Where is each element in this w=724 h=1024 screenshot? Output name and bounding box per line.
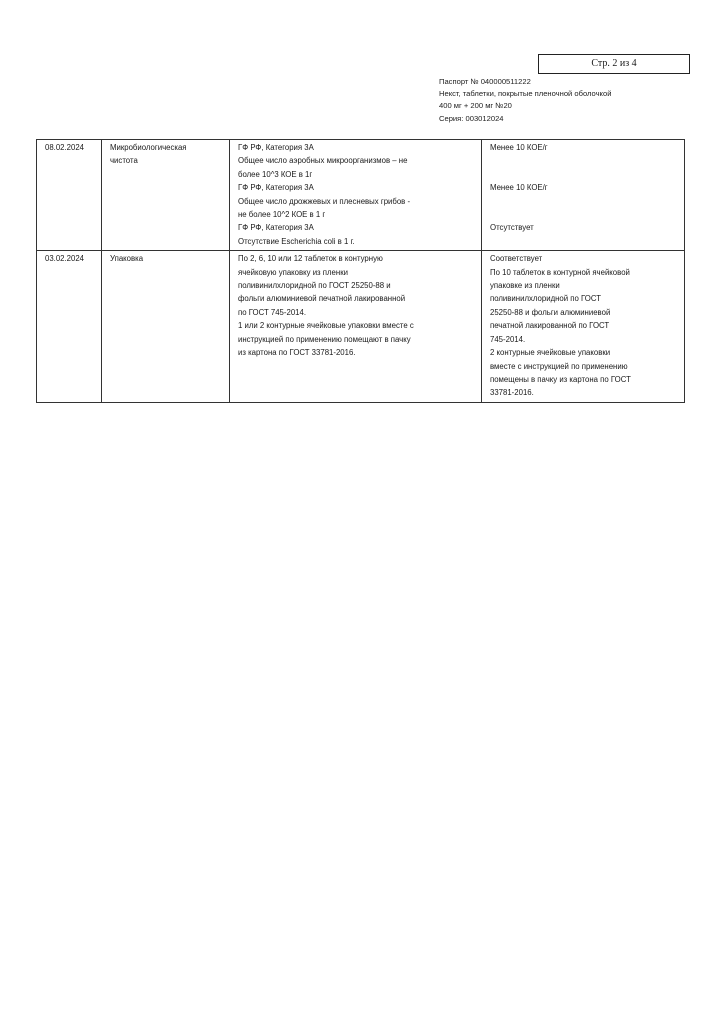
- product-name: Некст, таблетки, покрытые пленочной оболочкой: [439, 89, 612, 99]
- test-name-line: чистота: [110, 156, 138, 166]
- norm-line: ячейковую упаковку из пленки: [238, 267, 348, 277]
- result-line: По 10 таблеток в контурной ячейковой: [490, 267, 630, 277]
- page-number-box: [538, 54, 690, 74]
- norm-cell: [230, 251, 482, 402]
- result-line: помещены в пачку из картона по ГОСТ: [490, 374, 631, 384]
- norm-line: ГФ РФ, Категория 3А: [238, 143, 314, 152]
- passport-header: [439, 76, 611, 125]
- result-line: печатной лакированной по ГОСТ: [490, 321, 610, 331]
- result-line: упаковке из пленки: [490, 281, 560, 291]
- result-line: 33781-2016.: [490, 388, 534, 398]
- norm-line: Общее число аэробных микроорганизмов – не: [238, 156, 408, 166]
- result-line: 2 контурные ячейковые упаковки: [490, 348, 611, 358]
- norm-line: Общее число дрожжевых и плесневых грибов -: [238, 196, 411, 206]
- norm-line: ГФ РФ, Категория 3А: [238, 223, 314, 233]
- result-line: Менее 10 КОЕ/г: [490, 183, 548, 193]
- norm-line: Отсутствие Escherichia coli в 1 г.: [238, 236, 355, 246]
- result-line: Отсутствует: [490, 223, 534, 233]
- test-results-table: [36, 139, 685, 403]
- result-cell: [482, 251, 685, 402]
- table-row: [37, 140, 685, 251]
- result-line: Менее 10 КОЕ/г: [490, 143, 548, 152]
- norm-line: ГФ РФ, Категория 3А: [238, 183, 314, 193]
- norm-line: 1 или 2 контурные ячейковые упаковки вместе с: [238, 321, 414, 331]
- result-line: 745-2014.: [490, 334, 526, 344]
- product-dosage: 400 мг + 200 мг №20: [439, 101, 512, 111]
- result-line: Соответствует: [490, 254, 543, 264]
- test-date: 03.02.2024: [45, 254, 85, 264]
- norm-line: фольги алюминиевой печатной лакированной: [238, 294, 406, 304]
- test-date: 08.02.2024: [45, 143, 85, 152]
- norm-line: более 10^3 КОЕ в 1г: [238, 169, 313, 179]
- norm-line: инструкцией по применению помещают в пачку: [238, 334, 411, 344]
- result-line: 25250-88 и фольги алюминиевой: [490, 307, 611, 317]
- result-line: поливинилхлоридной по ГОСТ: [490, 294, 601, 304]
- test-name-cell: [102, 251, 230, 402]
- test-name-line: Микробиологическая: [110, 143, 187, 152]
- test-name-cell: [102, 140, 230, 251]
- date-cell: [37, 251, 102, 402]
- result-line: вместе с инструкцией по применению: [490, 361, 628, 371]
- norm-line: поливинилхлоридной по ГОСТ 25250-88 и: [238, 281, 391, 291]
- norm-line: из картона по ГОСТ 33781-2016.: [238, 348, 356, 358]
- product-series: Серия: 003012024: [439, 113, 504, 123]
- table-row: [37, 251, 685, 402]
- norm-cell: [230, 140, 482, 251]
- norm-line: не более 10^2 КОЕ в 1 г: [238, 210, 326, 220]
- test-name: Упаковка: [110, 254, 144, 264]
- passport-number: Паспорт № 040000511222: [439, 77, 531, 86]
- date-cell: [37, 140, 102, 251]
- norm-line: по ГОСТ 745-2014.: [238, 307, 306, 317]
- norm-line: По 2, 6, 10 или 12 таблеток в контурную: [238, 254, 383, 264]
- page-number: Стр. 2 из 4: [591, 58, 637, 69]
- result-cell: [482, 140, 685, 251]
